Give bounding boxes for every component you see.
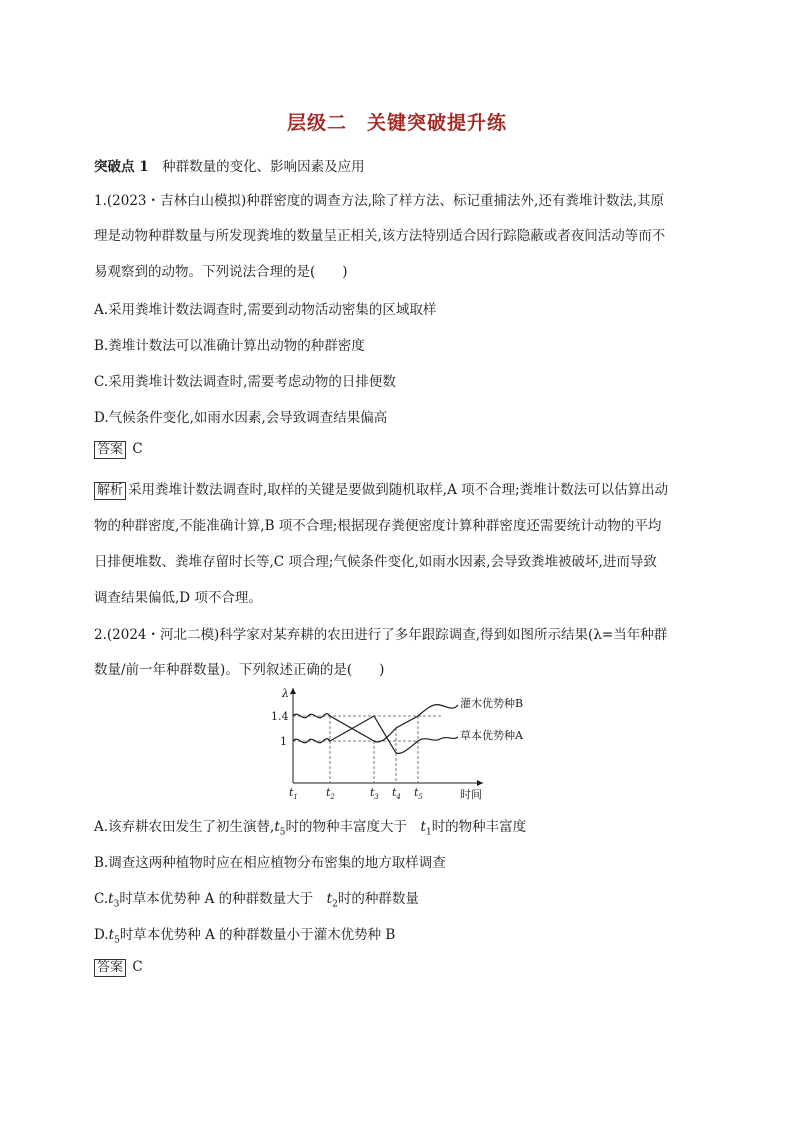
section-text: 种群数量的变化、影响因素及应用 [162,159,365,175]
section-label: 突破点 1 [94,159,149,175]
x-tick-t3: $t_3$ [370,786,379,801]
q2-option-a: A.该弃耕农田发生了初生演替$,t_5$时的物种丰富度大于 $t_1$时的物种丰富度 [94,819,527,838]
series-b-curve [293,705,458,742]
lambda-figure [268,683,568,808]
x-axis-label: 时间 [460,788,482,801]
legend-series-b: 灌木优势种B [460,697,524,710]
q1-option-b: B.粪堆计数法可以准确计算出动物的种群密度 [94,338,365,354]
answer-value: C [132,959,143,975]
analysis-text: 采用粪堆计数法调查时,取样的关键是要做到随机取样,A 项不合理;粪堆计数法可以估算出动 [128,482,669,498]
q1-stem-line-2: 理是动物种群数量与所发现粪堆的数量呈正相关,该方法特别适合因行踪隐蔽或者夜间活动等而不 [94,228,666,244]
q2-option-b: B.调查这两种植物时应在相应植物分布密集的地方取样调查 [94,855,446,871]
q1-analysis-line-3: 日排便堆数、粪堆存留时长等,C 项合理;气候条件变化,如雨水因素,会导致粪堆被破坏,进而导致 [94,554,657,570]
series-a-curve [293,716,458,753]
section-heading [94,155,365,175]
q1-analysis-line-2: 物的种群密度,不能准确计算,B 项不合理;根据现存粪便密度计算种群密度还需要统计动物的平均 [94,518,662,534]
q2-option-c: $C.t_3$时草本优势种 A 的种群数量大于 $t_2$时的种群数量 [94,891,419,910]
q1-stem-line-3: 易观察到的动物。下列说法合理的是( ) [94,264,348,280]
q1-analysis-line-4: 调查结果偏低,D 项不合理。 [94,590,262,606]
answer-tag: 答案 [94,959,126,977]
q1-answer [94,441,143,459]
x-tick-t4: $t_4$ [392,786,401,801]
x-tick-t1: $t_1$ [289,786,298,801]
q2-option-d: $D.t_5$时草本优势种 A 的种群数量小于灌木优势种 B [94,927,396,946]
q1-option-a: A.采用粪堆计数法调查时,需要到动物活动密集的区域取样 [94,302,437,318]
analysis-tag: 解析 [94,482,126,500]
y-tick-1.4: 1.4 [271,710,289,723]
q1-option-c: C.采用粪堆计数法调查时,需要考虑动物的日排便数 [94,374,396,390]
q1-option-d: D.气候条件变化,如雨水因素,会导致调查结果偏高 [94,410,388,426]
legend-series-a: 草本优势种A [460,729,523,742]
x-tick-t2: $t_2$ [326,786,335,801]
q2-stem-line-1: 2.(2024・河北二模)科学家对某弃耕的农田进行了多年跟踪调查,得到如图所示结果(λ=当年种群 [94,627,668,643]
q1-analysis-line-1 [94,478,668,500]
page-title: 层级二 关键突破提升练 [286,112,507,134]
lambda-graph [268,683,568,808]
q2-answer [94,959,143,977]
x-tick-t5: $t_5$ [414,786,423,801]
q1-stem-line-1: 1.(2023・吉林白山模拟)种群密度的调查方法,除了样方法、标记重捕法外,还有粪堆计数法,其原 [94,193,665,209]
answer-tag: 答案 [94,441,126,459]
answer-value: C [132,441,143,457]
y-axis-label: λ [282,687,289,700]
q2-stem-line-2: 数量/前一年种群数量)。下列叙述正确的是( ) [94,662,385,678]
y-tick-1: 1 [280,735,287,748]
